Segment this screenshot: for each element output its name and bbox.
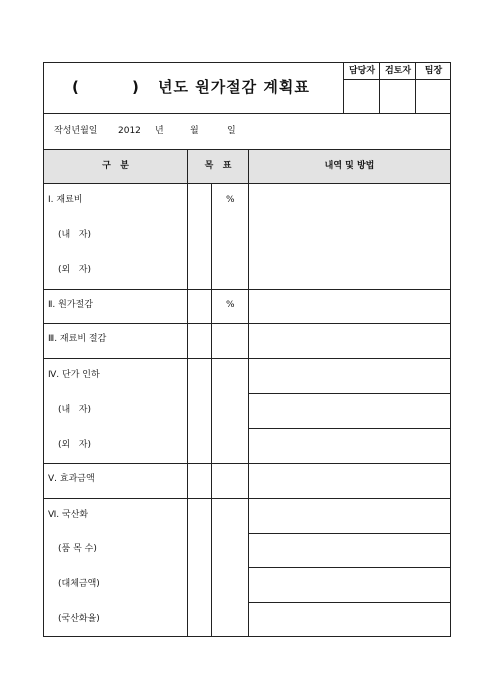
date-label: 작성년월일 <box>54 126 98 136</box>
row-label: (품 목 수) <box>58 544 97 554</box>
title-close-paren: ) <box>132 78 140 96</box>
approval-label-manager: 담당자 <box>348 66 376 76</box>
row-label: Ⅰ. 재료비 <box>48 195 83 205</box>
row-label: Ⅵ. 국산화 <box>48 510 89 520</box>
row-label: Ⅱ. 원가절감 <box>48 300 93 310</box>
row-label: (내 자) <box>58 230 91 240</box>
detail-subline <box>248 393 450 394</box>
detail-subline <box>248 602 450 603</box>
signature-box-leader[interactable] <box>416 80 450 113</box>
row-label: (내 자) <box>58 405 91 415</box>
section-line-3 <box>44 358 450 359</box>
approval-label-reviewer: 검토자 <box>384 66 412 76</box>
detail-subline <box>248 533 450 534</box>
date-bottom-line <box>44 149 450 150</box>
section-line-1 <box>44 289 450 290</box>
cost-reduction-form <box>43 62 451 637</box>
section-line-2 <box>44 323 450 324</box>
row-label: Ⅳ. 단가 인하 <box>48 370 100 380</box>
row-pct: % <box>226 300 235 310</box>
page-title: 년도 원가절감 계획표 <box>158 78 310 96</box>
date-year[interactable]: 2012 <box>118 126 141 136</box>
detail-subline <box>248 428 450 429</box>
title-bottom-line <box>44 113 450 114</box>
row-label: (대체금액) <box>58 579 100 589</box>
section-line-4 <box>44 463 450 464</box>
col-line-category <box>187 149 188 636</box>
signature-box-manager[interactable] <box>344 80 379 113</box>
row-label: Ⅴ. 효과금액 <box>48 474 95 484</box>
date-month-unit: 월 <box>190 126 199 136</box>
row-label: (외 자) <box>58 265 91 275</box>
section-line-5 <box>44 498 450 499</box>
row-label: (국산화율) <box>58 614 100 624</box>
header-bottom-line <box>44 183 450 184</box>
col-line-target-split <box>211 183 212 636</box>
header-category: 구 분 <box>102 161 129 171</box>
header-detail: 내역 및 방법 <box>324 161 375 171</box>
approval-label-leader: 팀장 <box>424 66 443 76</box>
col-line-target <box>248 149 249 636</box>
detail-subline <box>248 567 450 568</box>
date-year-unit: 년 <box>155 126 164 136</box>
header-target: 목 표 <box>204 161 232 171</box>
row-label: Ⅲ. 재료비 절감 <box>48 334 107 344</box>
title-open-paren: ( <box>72 78 80 96</box>
row-pct: % <box>226 195 235 205</box>
row-label: (외 자) <box>58 440 91 450</box>
signature-box-reviewer[interactable] <box>380 80 415 113</box>
date-day-unit: 일 <box>227 126 236 136</box>
